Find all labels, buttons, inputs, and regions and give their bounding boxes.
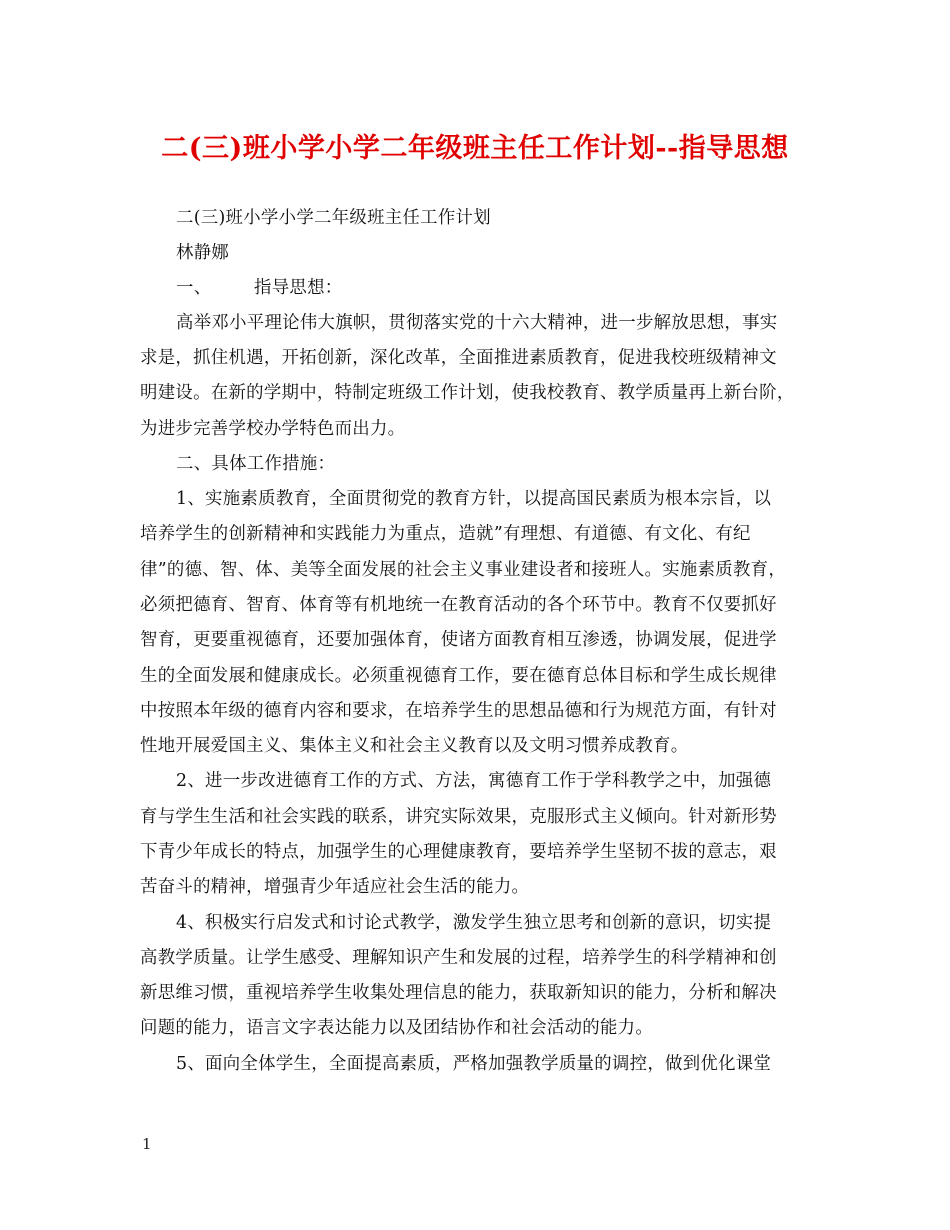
paragraph-line: 1、实施素质教育，全面贯彻党的教育方针，以提高国民素质为根本宗旨，以 (176, 489, 772, 509)
paragraph-line: 生的全面发展和健康成长。必须重视德育工作，要在德育总体目标和学生成长规律 (140, 666, 777, 686)
page-number: 1 (142, 1135, 152, 1153)
section-number: 一、 (176, 278, 212, 298)
paragraph-line: 苦奋斗的精神，增强青少年适应社会生活的能力。 (140, 877, 530, 897)
paragraph-line: 明建设。在新的学期中，特制定班级工作计划，使我校教育、教学质量再上新台阶， (140, 383, 795, 403)
section-label: 指导思想： (254, 278, 343, 298)
paragraph-line: 育与学生生活和社会实践的联系，讲究实际效果，克服形式主义倾向。针对新形势 (140, 807, 777, 827)
paragraph-line: 下青少年成长的特点，加强学生的心理健康教育，要培养学生坚韧不拔的意志，艰 (140, 842, 777, 862)
paragraph-line: 2、进一步改进德育工作的方式、方法，寓德育工作于学科教学之中，加强德 (176, 771, 772, 791)
paragraph-line: 为进步完善学校办学特色而出力。 (140, 419, 406, 439)
section-heading-1 (176, 280, 342, 297)
paragraph-line: 问题的能力，语言文字表达能力以及团结协作和社会活动的能力。 (140, 1018, 654, 1038)
paragraph-line: 5、面向全体学生，全面提高素质，严格加强教学质量的调控，做到优化课堂 (176, 1054, 772, 1074)
paragraph-line: 必须把德育、智育、体育等有机地统一在教育活动的各个环节中。教育不仅要抓好 (140, 595, 777, 615)
document-title: 二(三)班小学小学二年级班主任工作计划--指导思想 (161, 133, 789, 164)
paragraph-line: 培养学生的创新精神和实践能力为重点，造就”有理想、有道德、有文化、有纪 (140, 524, 751, 544)
paragraph-line: 智育，更要重视德育，还要加强体育，使诸方面教育相互渗透，协调发展，促进学 (140, 630, 777, 650)
paragraph-line: 4、积极实行启发式和讨论式教学，激发学生独立思考和创新的意识，切实提 (176, 913, 772, 933)
paragraph-line: 高举邓小平理论伟大旗帜，贯彻落实党的十六大精神，进一步解放思想，事实 (176, 313, 778, 333)
paragraph-line: 性地开展爱国主义、集体主义和社会主义教育以及文明习惯养成教育。 (140, 736, 689, 756)
paragraph-line: 中按照本年级的德育内容和要求，在培养学生的思想品德和行为规范方面，有针对 (140, 701, 777, 721)
paragraph-line: 律”的德、智、体、美等全面发展的社会主义事业建设者和接班人。实施素质教育， (140, 560, 787, 580)
paragraph-line: 高教学质量。让学生感受、理解知识产生和发展的过程，培养学生的科学精神和创 (140, 948, 777, 968)
document-subtitle: 二(三)班小学小学二年级班主任工作计划 (176, 208, 491, 228)
paragraph-line: 求是，抓住机遇，开拓创新，深化改革，全面推进素质教育，促进我校班级精神文 (140, 348, 777, 368)
author-name: 林静娜 (176, 243, 230, 263)
paragraph-line: 新思维习惯，重视培养学生收集处理信息的能力，获取新知识的能力，分析和解决 (140, 983, 777, 1003)
section-heading-2: 二、具体工作措施： (176, 454, 336, 474)
